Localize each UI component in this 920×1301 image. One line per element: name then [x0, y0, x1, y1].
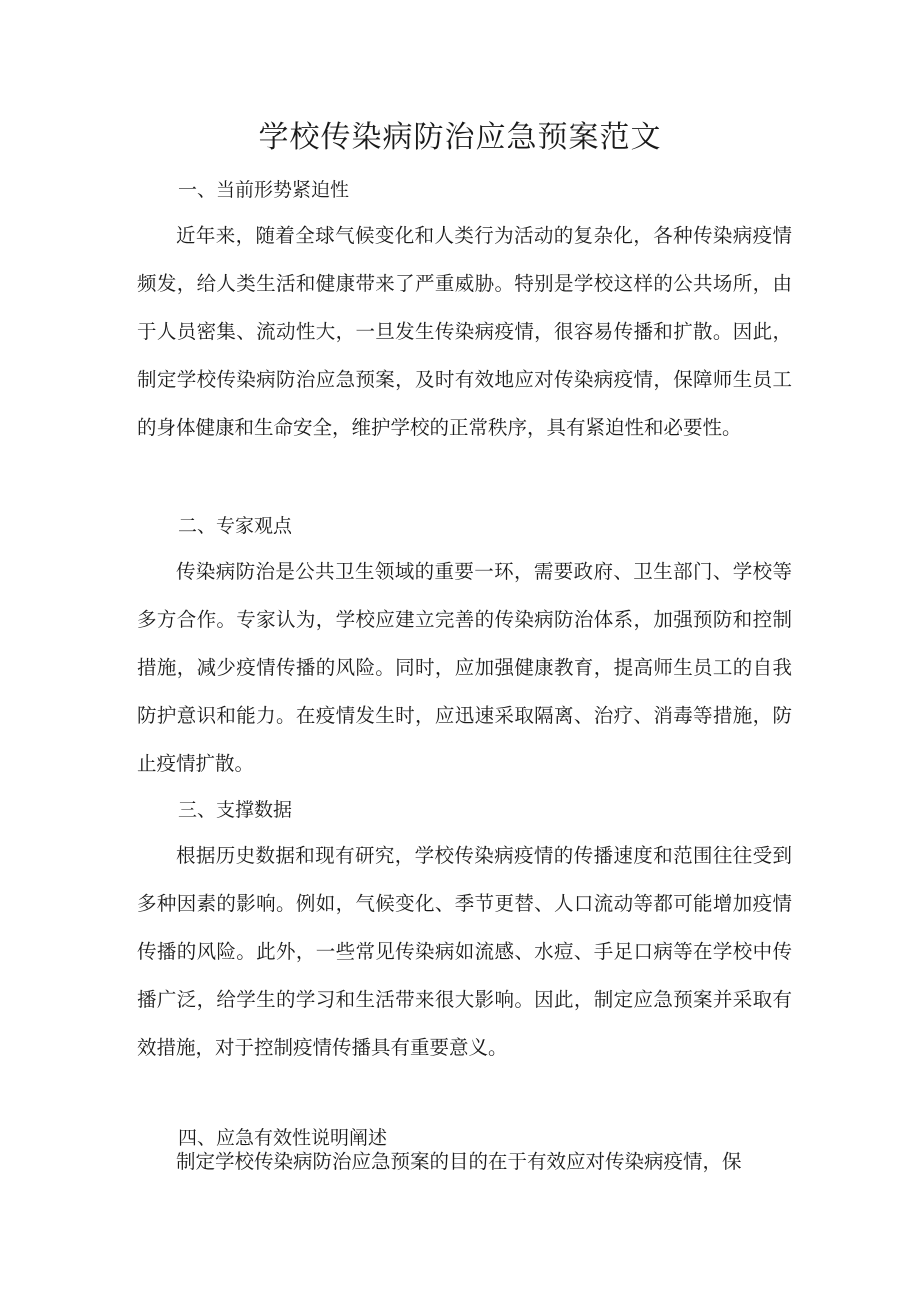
document-title: 学校传染病防治应急预案范文 [258, 120, 662, 155]
section-paragraph-2: 传染病防治是公共卫生领域的重要一环，需要政府、卫生部门、学校等多方合作。专家认为，学校应建立完善的传染病防治体系，加强预防和控制措施，减少疫情传播的风险。同时，应加强健康教育，提高师生员工的自我防护意识和能力。在疫情发生时，应迅速采取隔离、治疗、消毒等措施，防止疫情扩散。 [137, 560, 792, 775]
section-paragraph-3: 根据历史数据和现有研究，学校传染病疫情的传播速度和范围往往受到多种因素的影响。例如，气候变化、季节更替、人口流动等都可能增加疫情传播的风险。此外，一些常见传染病如流感、水痘、手足口病等在学校中传播广泛，给学生的学习和生活带来很大影响。因此，制定应急预案并采取有效措施，对于控制疫情传播具有重要意义。 [137, 844, 792, 1059]
section-heading-1: 一、当前形势紧迫性 [178, 179, 350, 201]
section-heading-2: 二、专家观点 [178, 515, 293, 537]
section-heading-4: 四、应急有效性说明阐述 [178, 1127, 388, 1149]
section-heading-3: 三、支撑数据 [178, 799, 293, 821]
section-paragraph-1: 近年来，随着全球气候变化和人类行为活动的复杂化，各种传染病疫情频发，给人类生活和健康带来了严重威胁。特别是学校这样的公共场所，由于人员密集、流动性大，一旦发生传染病疫情，很容易传播和扩散。因此，制定学校传染病防治应急预案，及时有效地应对传染病疫情，保障师生员工的身体健康和生命安全，维护学校的正常秩序，具有紧迫性和必要性。 [137, 224, 792, 439]
section-paragraph-4: 制定学校传染病防治应急预案的目的在于有效应对传染病疫情，保 [176, 1150, 742, 1173]
